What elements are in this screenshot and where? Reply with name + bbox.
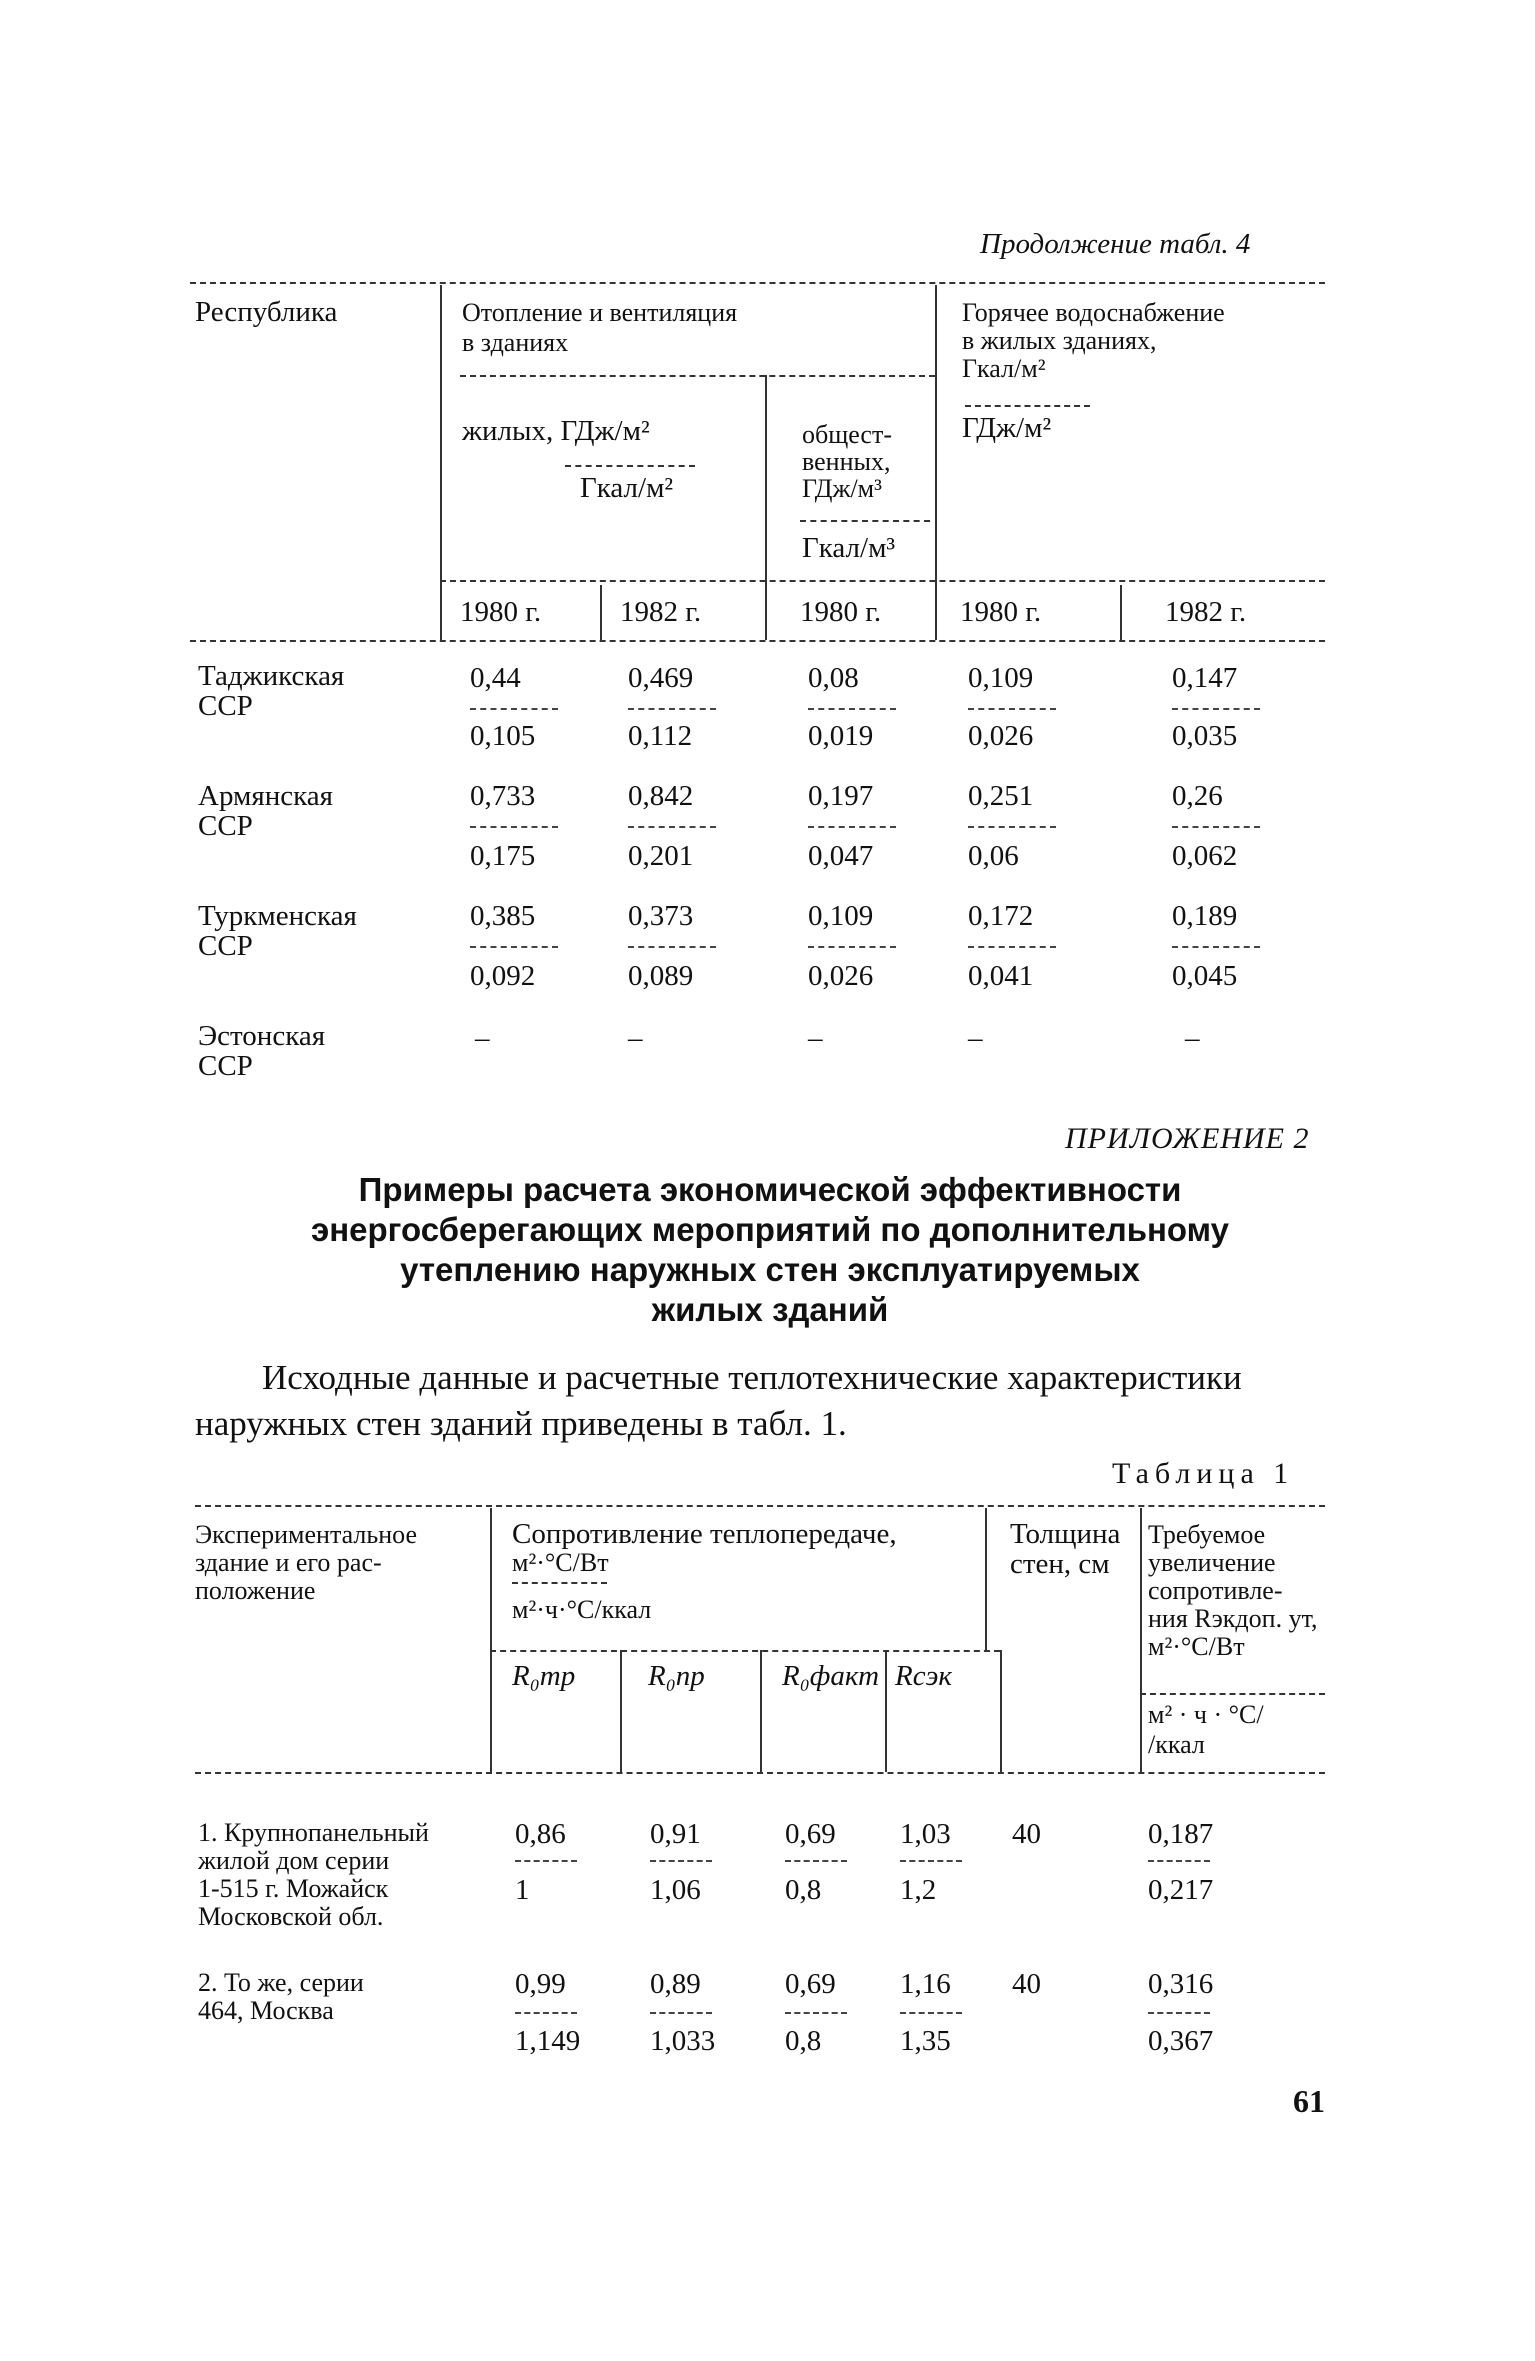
col-public-l1: общест- — [802, 420, 892, 449]
required-cell: 0,187 — [1148, 1818, 1214, 1850]
value-cell: 0,26 — [1172, 780, 1223, 812]
col-required-l1: Требуемое — [1148, 1520, 1266, 1549]
value-cell: 0,733 — [470, 780, 536, 812]
col-required-l3: сопротивле- — [1148, 1576, 1283, 1605]
col-public-l2: венных, — [802, 447, 891, 476]
continuation-label: Продолжение табл. 4 — [980, 228, 1251, 260]
value-cell: 0,019 — [808, 720, 874, 752]
value-cell: – — [968, 1022, 983, 1054]
col-required-l5: м²·°С/Вт — [1148, 1632, 1245, 1661]
republic-name: ССР — [198, 810, 253, 842]
value-cell: 1,2 — [900, 1874, 937, 1906]
value-cell: 0,109 — [968, 662, 1034, 694]
col-hotwater-l4: ГДж/м² — [962, 412, 1052, 444]
value-cell: 0,469 — [628, 662, 694, 694]
col-required-den-l1: м² · ч · °С/ — [1148, 1700, 1264, 1729]
value-cell: 0,91 — [650, 1818, 701, 1850]
value-cell: 0,08 — [808, 662, 859, 694]
title-line: энергосберегающих мероприятий по дополнительному — [311, 1211, 1229, 1248]
col-republic: Республика — [195, 296, 338, 328]
col-building-l1: Экспериментальное — [195, 1520, 418, 1549]
required-cell: 0,316 — [1148, 1968, 1214, 2000]
title-line: Примеры расчета экономической эффективности — [358, 1171, 1182, 1208]
value-cell: 0,147 — [1172, 662, 1238, 694]
building-name: Московской обл. — [198, 1902, 384, 1931]
col-public-den: Гкал/м³ — [802, 532, 896, 564]
col-heating-l1: Отопление и вентиляция — [462, 298, 738, 327]
value-cell: 0,026 — [968, 720, 1034, 752]
value-cell: 0,201 — [628, 840, 694, 872]
republic-name: ССР — [198, 930, 253, 962]
value-cell: 0,109 — [808, 900, 874, 932]
col-building-l2: здание и его рас- — [195, 1548, 382, 1577]
value-cell: 0,842 — [628, 780, 694, 812]
page-number: 61 — [1293, 2083, 1325, 2119]
value-cell: 0,197 — [808, 780, 874, 812]
col-residential: жилых, ГДж/м² — [462, 415, 650, 447]
value-cell: – — [808, 1022, 823, 1054]
col-public-l3: ГДж/м³ — [802, 474, 882, 503]
required-cell: 0,217 — [1148, 1874, 1214, 1906]
republic-name: Армянская — [198, 780, 333, 812]
value-cell: 0,062 — [1172, 840, 1238, 872]
title-line: жилых зданий — [651, 1291, 889, 1328]
col-thickness-l2: стен, см — [1010, 1548, 1110, 1580]
appendix-label: ПРИЛОЖЕНИЕ 2 — [1065, 1122, 1310, 1155]
value-cell: 0,172 — [968, 900, 1034, 932]
value-cell: 0,8 — [785, 2025, 822, 2057]
republic-name: ССР — [198, 1050, 253, 1082]
col-required-l2: увеличение — [1148, 1548, 1276, 1577]
value-cell: 0,047 — [808, 840, 874, 872]
value-cell: 0,8 — [785, 1874, 822, 1906]
col-required-l4: ния Rэкдоп. ут, — [1148, 1604, 1318, 1633]
value-cell: 1,16 — [900, 1968, 951, 2000]
sub-r-tr: R₀тр — [512, 1660, 576, 1692]
col-resistance-l1: Сопротивление теплопередаче, — [512, 1518, 897, 1550]
year-header: 1982 г. — [1165, 596, 1247, 628]
required-cell: 0,367 — [1148, 2025, 1214, 2057]
value-cell: 1,149 — [515, 2025, 581, 2057]
value-cell: 0,045 — [1172, 960, 1238, 992]
value-cell: 0,092 — [470, 960, 536, 992]
value-cell: 0,026 — [808, 960, 874, 992]
value-cell: 0,89 — [650, 1968, 701, 2000]
year-header: 1982 г. — [620, 596, 702, 628]
value-cell: 0,69 — [785, 1968, 836, 2000]
col-thickness-l1: Толщина — [1010, 1518, 1121, 1550]
value-cell: 0,112 — [628, 720, 693, 752]
value-cell: 0,385 — [470, 900, 536, 932]
value-cell: 0,69 — [785, 1818, 836, 1850]
value-cell: 0,251 — [968, 780, 1034, 812]
republic-name: Туркменская — [198, 900, 357, 932]
value-cell: 1,033 — [650, 2025, 716, 2057]
year-header: 1980 г. — [460, 596, 542, 628]
value-cell: – — [475, 1022, 490, 1054]
col-required-den-l2: /ккал — [1148, 1730, 1205, 1759]
building-name: 1. Крупнопанельный — [198, 1818, 429, 1847]
value-cell: 0,06 — [968, 840, 1019, 872]
value-cell: 0,105 — [470, 720, 536, 752]
republic-name: ССР — [198, 690, 253, 722]
value-cell: 0,041 — [968, 960, 1034, 992]
value-cell: 1,35 — [900, 2025, 951, 2057]
col-heating-l2: в зданиях — [462, 328, 569, 357]
value-cell: 0,99 — [515, 1968, 566, 2000]
value-cell: 0,86 — [515, 1818, 566, 1850]
sub-r-pr: R₀пр — [648, 1660, 705, 1692]
col-resistance-den: м²·ч·°С/ккал — [512, 1595, 652, 1624]
value-cell: 0,035 — [1172, 720, 1238, 752]
paragraph-line: наружных стен зданий приведены в табл. 1. — [195, 1404, 847, 1443]
col-residential-den: Гкал/м² — [580, 472, 674, 504]
year-header: 1980 г. — [800, 596, 882, 628]
building-name: 1-515 г. Можайск — [198, 1874, 389, 1903]
col-building-l3: положение — [195, 1576, 316, 1605]
value-cell: 1,03 — [900, 1818, 951, 1850]
building-name: жилой дом серии — [198, 1846, 390, 1875]
thickness-cell: 40 — [1012, 1968, 1041, 2000]
col-hotwater-l1: Горячее водоснабжение — [962, 298, 1225, 327]
building-name: 2. То же, серии — [198, 1968, 364, 1997]
value-cell: – — [628, 1022, 643, 1054]
thickness-cell: 40 — [1012, 1818, 1041, 1850]
col-hotwater-l2: в жилых зданиях, — [962, 326, 1157, 355]
sub-r-ek: Rсэк — [895, 1660, 952, 1692]
value-cell: – — [1185, 1022, 1200, 1054]
paragraph-line: Исходные данные и расчетные теплотехнические характеристики — [262, 1358, 1242, 1397]
building-name: 464, Москва — [198, 1996, 334, 2025]
value-cell: 1 — [515, 1874, 530, 1906]
value-cell: 0,189 — [1172, 900, 1238, 932]
value-cell: 0,175 — [470, 840, 536, 872]
col-hotwater-l3: Гкал/м² — [962, 354, 1046, 383]
year-header: 1980 г. — [960, 596, 1042, 628]
col-resistance-l2: м²·°С/Вт — [512, 1548, 609, 1577]
value-cell: 1,06 — [650, 1874, 701, 1906]
republic-name: Таджикская — [198, 660, 345, 692]
value-cell: 0,44 — [470, 662, 521, 694]
table-1-label: Таблица 1 — [1112, 1457, 1295, 1490]
title-line: утеплению наружных стен эксплуатируемых — [400, 1251, 1140, 1288]
value-cell: 0,089 — [628, 960, 694, 992]
section-title — [240, 1170, 1300, 1330]
value-cell: 0,373 — [628, 900, 694, 932]
sub-r-fakt: R₀факт — [782, 1660, 880, 1692]
republic-name: Эстонская — [198, 1020, 326, 1052]
